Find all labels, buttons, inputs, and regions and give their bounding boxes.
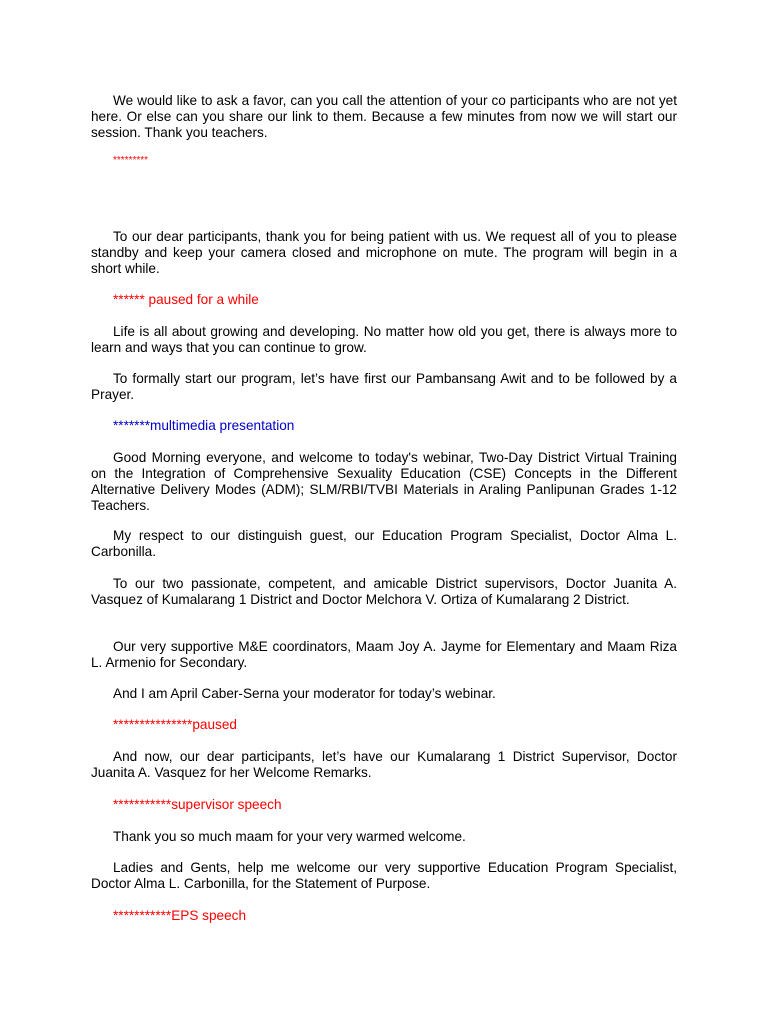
cue-asterisks: ********* [113,155,149,166]
cue-supervisor-speech: ***********supervisor speech [113,797,282,812]
cue-multimedia-presentation: *******multimedia presentation [113,418,295,433]
paragraph-thank-you-maam: Thank you so much maam for your very warmed welcome. [113,829,466,844]
paragraph-moderator-intro: And I am April Caber-Serna your moderator for today’s webinar. [113,686,496,701]
paragraph-standby-notice: To our dear participants, thank you for being patient with us. We request all of you to please standby and keep your camera closed and microphone on mute. The program will begin in a short while. [91,229,677,276]
paragraph-start-program: To formally start our program, let’s have first our Pambansang Awit and to be followed by a Prayer. [91,371,677,402]
cue-eps-speech: ***********EPS speech [113,908,247,923]
cue-paused: ***************paused [113,717,237,732]
paragraph-growing-developing: Life is all about growing and developing. No matter how old you get, there is always more to learn and ways that you can continue to grow. [91,324,677,355]
paragraph-favor-request: We would like to ask a favor, can you call the attention of your co participants who are not yet here. Or else can you share our link to them. Because a few minutes from now we will start our session. Thank you teachers. [91,93,677,140]
paragraph-statement-of-purpose: Ladies and Gents, help me welcome our very supportive Education Program Specialist, Doctor Alma L. Carbonilla, for the Statement of Purpose. [91,860,677,891]
paragraph-district-supervisors: To our two passionate, competent, and amicable District supervisors, Doctor Juanita A. Vasquez of Kumalarang 1 District and Doctor Melchora V. Ortiza of Kumalarang 2 District. [91,576,677,607]
paragraph-welcome-webinar: Good Morning everyone, and welcome to today's webinar, Two-Day District Virtual Training on the Integration of Comprehensive Sexuality Education (CSE) Concepts in the Different Alternative Delivery Modes (ADM); SLM/RBI/TVBI Materials in Araling Panlipunan Grades 1-12 Teachers. [91,450,677,513]
paragraph-welcome-remarks: And now, our dear participants, let’s have our Kumalarang 1 District Supervisor, Doctor Juanita A. Vasquez for her Welcome Remarks. [91,749,677,780]
cue-paused-for-a-while: ****** paused for a while [113,292,259,307]
paragraph-me-coordinators: Our very supportive M&E coordinators, Maam Joy A. Jayme for Elementary and Maam Riza L. Armenio for Secondary. [91,639,677,670]
paragraph-respect-guest: My respect to our distinguish guest, our Education Program Specialist, Doctor Alma L. Carbonilla. [91,528,677,559]
